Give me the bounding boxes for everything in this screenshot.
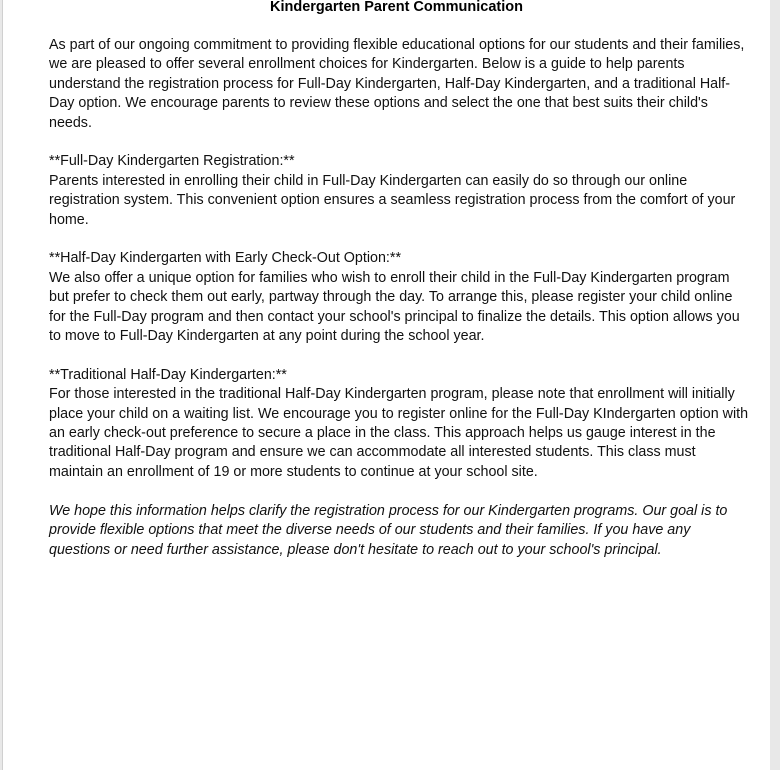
page-title: Kindergarten Parent Communication [270, 0, 523, 15]
section-body: Parents interested in enrolling their child in Full-Day Kindergarten can easily do so through our online registration system. This convenient option ensures a seamless registration process from the comfort of your home. [49, 172, 736, 228]
section-heading: **Half-Day Kindergarten with Early Check-Out Option:** [49, 250, 402, 267]
section-half-day-early-checkout [49, 249, 749, 346]
section-full-day [49, 152, 749, 230]
section-traditional-half-day [49, 366, 749, 482]
section-body: For those interested in the traditional Half-Day Kindergarten program, please note that enrollment will initially place your child on a waiting list. We encourage you to register online for the Full-Day KIndergarten option with an early check-out preference to secure a place in the class. This approach helps us gauge interest in the traditional Half-Day program and ensure we can accommodate all interested students. This class must maintain an enrollment of 19 or more students to continue at your school site. [49, 386, 749, 480]
closing-paragraph: We hope this information helps clarify the registration process for our Kindergarten programs. Our goal is to provide flexible options that meet the diverse needs of our students and their families. If you have any questions or need further assistance, please don't hesitate to reach out to your school's principal. [49, 502, 728, 558]
section-body: We also offer a unique option for families who wish to enroll their child in the Full-Day Kindergarten program but prefer to check them out early, partway through the day. To arrange this, please register your child online for the Full-Day program and then contact your school's principal to finalize the details. This option allows you to move to Full-Day Kindergarten at any point during the school year. [49, 269, 740, 345]
document-page [2, 0, 770, 770]
section-heading: **Traditional Half-Day Kindergarten:** [49, 366, 287, 383]
document-body [49, 36, 749, 579]
intro-paragraph: As part of our ongoing commitment to providing flexible educational options for our students and their families, we are pleased to offer several enrollment choices for Kindergarten. Below is a guide to help parents understand the registration process for Full-Day Kindergarten, Half-Day Kindergarten, and a traditional Half-Day option. We encourage parents to review these options and select the one that best suits their child's needs. [49, 37, 745, 131]
section-heading: **Full-Day Kindergarten Registration:** [49, 153, 295, 170]
